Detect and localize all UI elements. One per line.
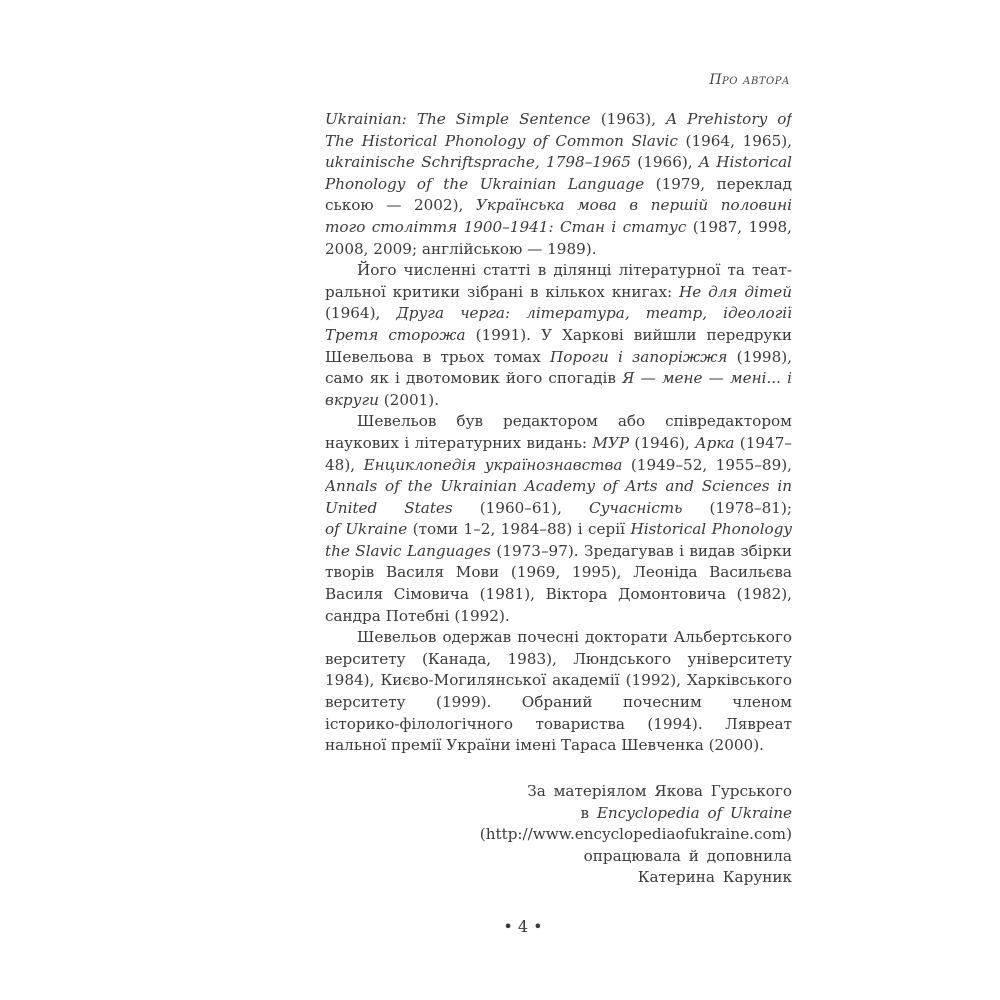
text-line [325,239,792,261]
text-run: (1998), [736,347,792,366]
text-line [325,433,792,455]
text-run: Шевельов був редактором або співредактором [357,412,792,431]
text-line [325,562,792,584]
text-line [325,217,792,239]
text-run: За матеріялом Якова Гурського [527,782,792,800]
text-run: (1963), [590,110,667,128]
text-run: (1947– [734,433,792,452]
text-line [325,498,792,520]
italic-title: того століття 1900–1941: Стан і статус [325,217,687,236]
text-line [325,260,792,282]
text-run: Василя Сімовича (1981), Віктора Домонтовича (1982), [325,585,792,604]
text-run: (1973–97). Зредагував і видав збірки [490,541,792,560]
text-run: (1964, 1965), [677,131,792,150]
text-run: (2001). [378,390,440,409]
text-line [325,735,792,757]
text-run: Шевельов одержав почесні докторати Альбертського [357,628,792,647]
text-run: верситету (Канада, 1983), Люндського університету [325,649,792,668]
text-line [325,282,792,304]
italic-title: Українська мова в першій половині [475,196,792,215]
text-line [325,714,792,736]
text-line [480,867,792,889]
text-run: верситету (1999). Обраний почесним членом [325,693,792,712]
italic-title: The Historical Phonology of Common Slavic [325,131,678,150]
text-line [325,649,792,671]
text-line [480,824,792,846]
text-line [325,195,792,217]
paragraph [325,411,792,627]
italic-title: Енциклопедія українознавства [363,455,623,474]
text-run: Катерина Каруник [637,868,792,887]
text-line [325,174,792,196]
text-line [325,368,792,390]
italic-title: ukrainische Schriftsprache, 1798–1965 [325,153,631,172]
text-run: Його численні статті в ділянці літературної та теат- [357,261,792,280]
text-run: (1949–52, 1955–89), [622,455,792,474]
text-run: (1979, переклад [655,174,792,193]
italic-title: A Historical [698,153,792,172]
text-run: історико-філологічного товариства (1994). Лявреат [325,714,792,733]
text-run: (1966), [630,153,699,172]
text-run: само як і двотомовик його спогадів [325,369,623,388]
text-run: нальної премії України імені Тараса Шевченка (2000). [325,736,764,755]
italic-title: of Ukraine [325,520,408,539]
text-line [325,152,792,174]
italic-title: вкруги [325,390,379,409]
text-line [325,347,792,369]
text-line [325,627,792,649]
text-run: 2008, 2009; англійською — 1989). [325,239,597,258]
text-line [480,781,792,803]
text-run: 1984), Києво-Могилянської академії (1992), Харківського [325,671,792,690]
italic-title: Annals of the Ukrainian Academy of Arts and Sciences in [325,477,792,496]
text-run: (http://www.encyclopediaofukraine.com) [479,825,792,844]
text-line [325,692,792,714]
text-run: ською — 2002), [325,196,476,215]
italic-title: the Slavic Languages [325,541,491,560]
text-line [325,131,792,153]
text-line [480,846,792,868]
text-line [325,390,792,412]
paragraph [325,627,792,757]
text-line [325,455,792,477]
text-run: (1964), [325,304,397,323]
paragraph [325,260,792,411]
text-run: (томи 1–2, 1984–88) і серії [407,520,631,539]
text-run: (1946), [629,433,696,452]
text-line [325,519,792,541]
italic-title: Encyclopedia of Ukraine [596,803,792,822]
italic-title: Друга черга: література, театр, ідеології [396,304,792,323]
text-line [325,670,792,692]
italic-title: Сучасність [588,498,683,517]
italic-title: Арка [695,433,735,452]
text-run: опрацювала й доповнила [583,846,792,865]
italic-title: A Prehistory of [666,110,792,128]
text-run: ральної критики зібрані в кількох книгах: [325,282,680,301]
paragraph [325,109,792,260]
text-line [325,476,792,498]
text-line [325,325,792,347]
running-header: Про автора [709,72,790,88]
text-run: Шевельова в трьох томах [325,347,551,366]
text-line [325,606,792,628]
text-run: в [580,803,597,822]
text-line [480,803,792,825]
text-line [325,303,792,325]
italic-title: United States [325,498,453,517]
italic-title: Historical Phonology [630,520,792,539]
italic-title: Третя сторожа [325,325,466,344]
source-credit [480,781,792,889]
text-line [325,411,792,433]
italic-title: Phonology of the Ukrainian Language [325,174,645,193]
text-line [325,109,792,131]
text-run: творів Василя Мови (1969, 1995), Леоніда Васильєва [325,563,792,582]
text-run: 48), [325,455,364,474]
body-text [325,109,792,757]
text-run: (1991). У Харкові вийшли передруки [475,325,792,344]
text-run: (1978–81); [682,498,792,517]
text-run: сандра Потебні (1992). [325,606,510,625]
italic-title: МУР [592,433,630,452]
italic-title: Пороги і запоріжжя [550,347,728,366]
page-number: • 4 • [503,917,543,936]
italic-title: Я — мене — мені... і [622,369,792,388]
italic-title: Ukrainian: The Simple Sentence [325,110,591,128]
text-run: (1987, 1998, [686,217,792,236]
text-line [325,541,792,563]
text-line [325,584,792,606]
text-run: (1960–61), [452,498,589,517]
italic-title: Не для дітей [679,282,792,301]
text-run: наукових і літературних видань: [325,433,593,452]
